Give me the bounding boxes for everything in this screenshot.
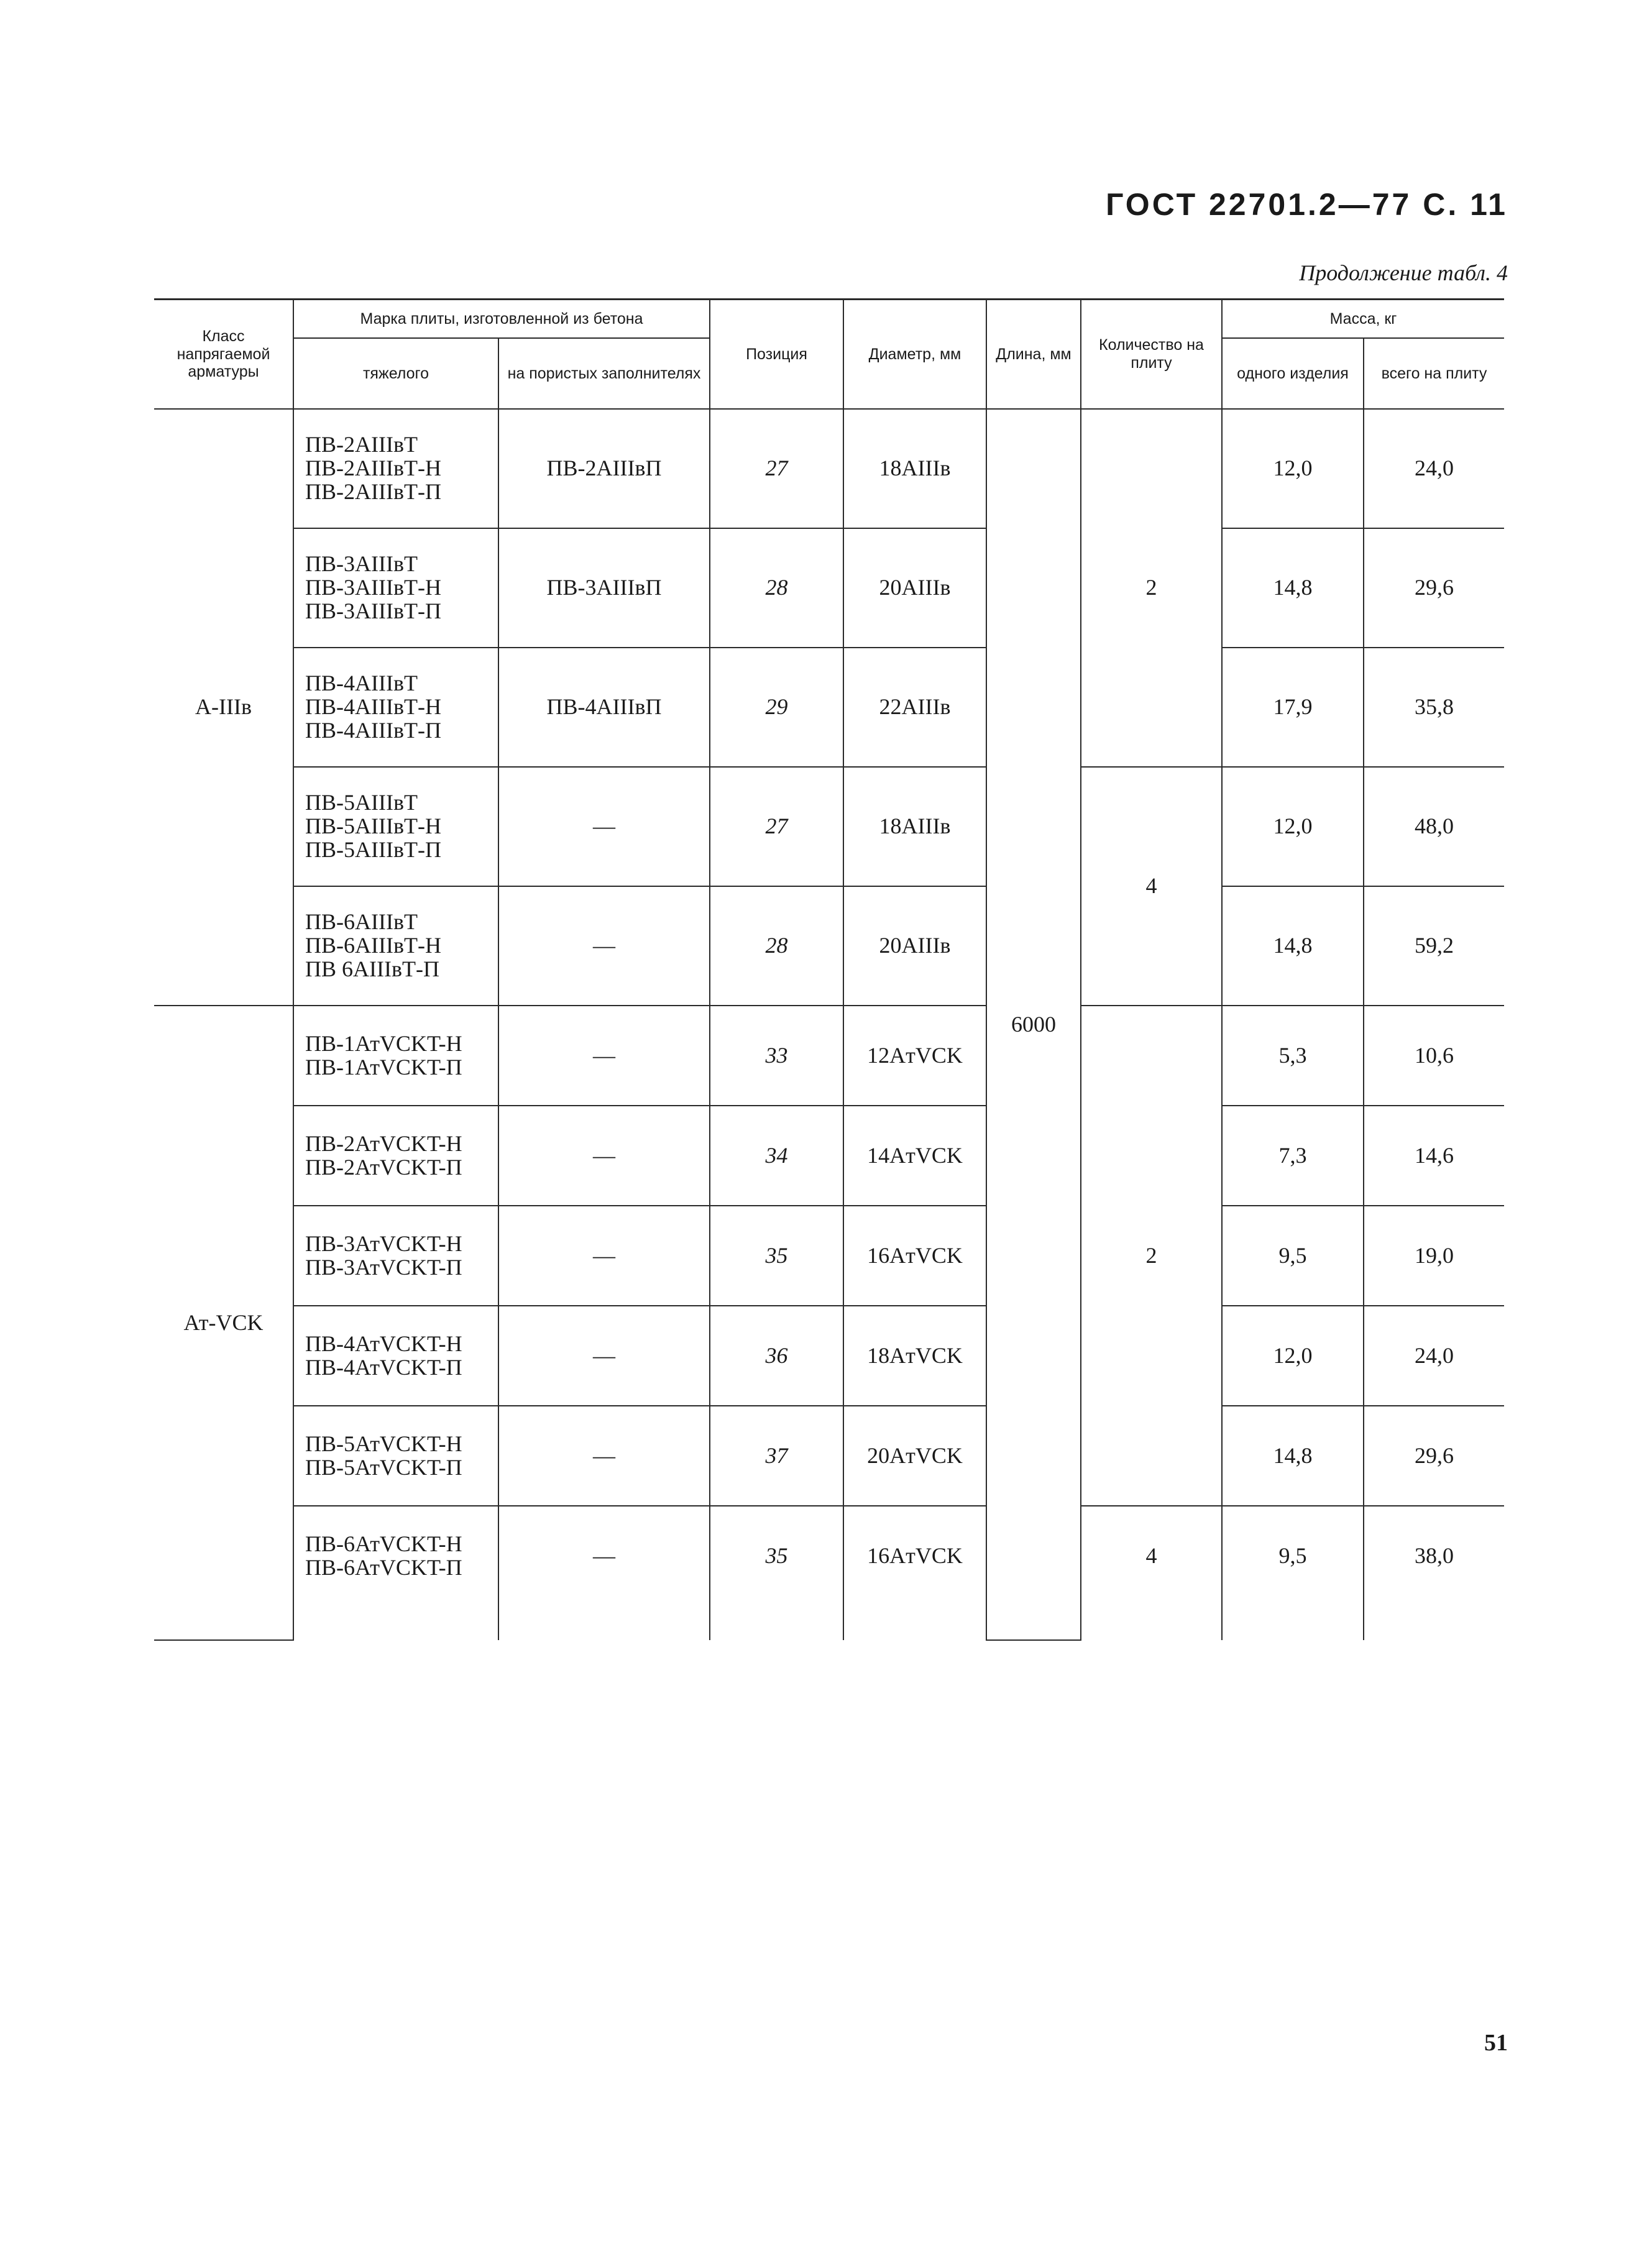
diameter-cell: 14AтVCK — [843, 1106, 986, 1206]
table-row — [154, 1406, 1504, 1506]
heavy-brand-cell: ПВ-4AIIIвТ ПВ-4AIIIвТ-Н ПВ-4AIIIвТ-П — [293, 648, 498, 767]
position-cell: 35 — [710, 1206, 843, 1306]
mass-total-cell: 35,8 — [1364, 648, 1504, 767]
diameter-cell: 20AIIIв — [843, 886, 986, 1006]
position-cell: 27 — [710, 409, 843, 528]
header-heavy: тяжелого — [293, 338, 498, 409]
porous-brand-cell: — — [498, 1006, 710, 1106]
table-row — [154, 1306, 1504, 1406]
porous-brand-cell: — — [498, 1306, 710, 1406]
porous-brand-cell: ПВ-3AIIIвП — [498, 528, 710, 648]
mass-one-cell: 12,0 — [1222, 1306, 1364, 1406]
mass-one-cell: 14,8 — [1222, 528, 1364, 648]
porous-brand-cell: ПВ-2AIIIвП — [498, 409, 710, 528]
heavy-brand-cell: ПВ-2AIIIвТ ПВ-2AIIIвТ-Н ПВ-2AIIIвТ-П — [293, 409, 498, 528]
header-quantity: Количество на плиту — [1081, 300, 1222, 410]
heavy-brand-cell: ПВ-3АтVCKT-Н ПВ-3АтVCKT-П — [293, 1206, 498, 1306]
mass-total-cell: 19,0 — [1364, 1206, 1504, 1306]
position-cell: 29 — [710, 648, 843, 767]
position-cell: 28 — [710, 528, 843, 648]
heavy-brand-cell: ПВ-6AIIIвТ ПВ-6AIIIвТ-Н ПВ 6AIIIвТ-П — [293, 886, 498, 1006]
diameter-cell: 18AIIIв — [843, 409, 986, 528]
heavy-brand-cell: ПВ-5АтVCKT-Н ПВ-5АтVCKT-П — [293, 1406, 498, 1506]
header-position: Позиция — [710, 300, 843, 410]
heavy-brand-cell: ПВ-3AIIIвТ ПВ-3AIIIвТ-Н ПВ-3AIIIвТ-П — [293, 528, 498, 648]
table-row — [154, 528, 1504, 648]
mass-total-cell: 24,0 — [1364, 1306, 1504, 1406]
mass-one-cell: 5,3 — [1222, 1006, 1364, 1106]
mass-one-cell: 9,5 — [1222, 1506, 1364, 1640]
heavy-brand-cell: ПВ-6АтVCKT-Н ПВ-6АтVCKT-П — [293, 1506, 498, 1640]
mass-total-cell: 24,0 — [1364, 409, 1504, 528]
mass-total-cell: 29,6 — [1364, 528, 1504, 648]
header-diameter: Диаметр, мм — [843, 300, 986, 410]
position-cell: 34 — [710, 1106, 843, 1206]
mass-one-cell: 7,3 — [1222, 1106, 1364, 1206]
table-row — [154, 409, 1504, 528]
diameter-cell: 20AIIIв — [843, 528, 986, 648]
porous-brand-cell: — — [498, 767, 710, 886]
position-cell: 33 — [710, 1006, 843, 1106]
diameter-cell: 20AтVCK — [843, 1406, 986, 1506]
table-row — [154, 886, 1504, 1006]
header-class: Класс напрягаемой арматуры — [154, 300, 293, 410]
diameter-cell: 18AIIIв — [843, 767, 986, 886]
quantity-cell: 2 — [1081, 409, 1222, 767]
mass-one-cell: 12,0 — [1222, 409, 1364, 528]
header-porous: на пористых заполнителях — [498, 338, 710, 409]
mass-one-cell: 14,8 — [1222, 1406, 1364, 1506]
class-cell: A-IIIв — [154, 409, 293, 1006]
position-cell: 37 — [710, 1406, 843, 1506]
page-number: 51 — [1484, 2030, 1508, 2056]
porous-brand-cell: — — [498, 886, 710, 1006]
porous-brand-cell: — — [498, 1506, 710, 1640]
quantity-cell: 4 — [1081, 1506, 1222, 1640]
mass-total-cell: 38,0 — [1364, 1506, 1504, 1640]
mass-one-cell: 9,5 — [1222, 1206, 1364, 1306]
header-brand-group: Марка плиты, изготовленной из бетона — [293, 300, 710, 339]
reinforcement-table — [154, 298, 1504, 1641]
mass-total-cell: 10,6 — [1364, 1006, 1504, 1106]
diameter-cell: 16AтVCK — [843, 1206, 986, 1306]
diameter-cell: 16AтVCK — [843, 1506, 986, 1640]
header-mass-one: одного изделия — [1222, 338, 1364, 409]
mass-one-cell: 12,0 — [1222, 767, 1364, 886]
position-cell: 36 — [710, 1306, 843, 1406]
mass-total-cell: 59,2 — [1364, 886, 1504, 1006]
heavy-brand-cell: ПВ-2АтVCKT-Н ПВ-2АтVCKT-П — [293, 1106, 498, 1206]
mass-total-cell: 14,6 — [1364, 1106, 1504, 1206]
mass-one-cell: 14,8 — [1222, 886, 1364, 1006]
table-row — [154, 1006, 1504, 1106]
porous-brand-cell: — — [498, 1206, 710, 1306]
header-mass-group: Масса, кг — [1222, 300, 1504, 339]
diameter-cell: 18AтVCK — [843, 1306, 986, 1406]
position-cell: 35 — [710, 1506, 843, 1640]
quantity-cell: 4 — [1081, 767, 1222, 1006]
position-cell: 27 — [710, 767, 843, 886]
position-cell: 28 — [710, 886, 843, 1006]
document-code: ГОСТ 22701.2—77 С. 11 — [1106, 187, 1508, 222]
porous-brand-cell: ПВ-4AIIIвП — [498, 648, 710, 767]
heavy-brand-cell: ПВ-1АтVCKT-Н ПВ-1АтVCKT-П — [293, 1006, 498, 1106]
diameter-cell: 12AтVCK — [843, 1006, 986, 1106]
mass-one-cell: 17,9 — [1222, 648, 1364, 767]
length-cell: 6000 — [986, 409, 1081, 1640]
porous-brand-cell: — — [498, 1406, 710, 1506]
porous-brand-cell: — — [498, 1106, 710, 1206]
table-continuation-caption: Продолжение табл. 4 — [1299, 260, 1508, 285]
quantity-cell: 2 — [1081, 1006, 1222, 1506]
heavy-brand-cell: ПВ-4АтVCKT-Н ПВ-4АтVCKT-П — [293, 1306, 498, 1406]
header-length: Длина, мм — [986, 300, 1081, 410]
table-row — [154, 1506, 1504, 1640]
table-row — [154, 1106, 1504, 1206]
table-row — [154, 767, 1504, 886]
class-cell: Ат-VCK — [154, 1006, 293, 1640]
table-row — [154, 648, 1504, 767]
heavy-brand-cell: ПВ-5AIIIвТ ПВ-5AIIIвТ-Н ПВ-5AIIIвТ-П — [293, 767, 498, 886]
mass-total-cell: 29,6 — [1364, 1406, 1504, 1506]
table-row — [154, 1206, 1504, 1306]
mass-total-cell: 48,0 — [1364, 767, 1504, 886]
header-mass-total: всего на плиту — [1364, 338, 1504, 409]
diameter-cell: 22AIIIв — [843, 648, 986, 767]
